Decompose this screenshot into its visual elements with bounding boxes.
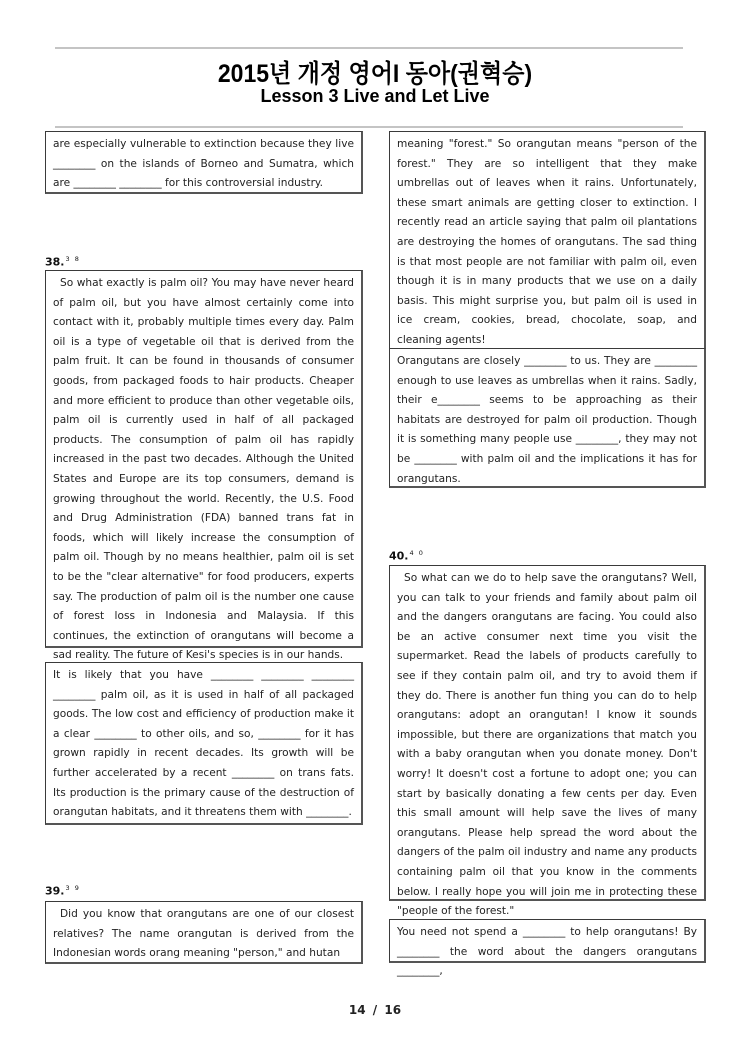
q37-summary-continued-box (45, 131, 363, 194)
q38-passage-box (45, 270, 363, 662)
q38-summary-text: It is likely that you have ________ ________ ________ ________ palm oil, as it is used in half of all packaged goods. The low cost and efficiency of production make it a clear ________ to other oils, and so, ________ for it has grown rapidly in recent decades. Its growth will be further accelerated by a recent ________ on trans fats. Its production is the primary cause of the destruction of orangutan habitats, and it threatens them with ________. (53, 669, 354, 819)
q39-passage-text-continued: meaning "forest." So orangutan means "person of the forest." They are so intelligent that they make umbrellas out of leaves when it rains. Unfortunately, these smart animals are getting closer to extinction. I recently read an article saying that palm oil plantations are destroying the homes of orangutans. The sad thing is that most people are not familiar with palm oil, even though it is in many products that we use on a daily basis. This might surprise you, but palm oil is used in ice cream, cookies, bread, chocolate, soap, and cleaning agents! (397, 138, 697, 346)
lesson-subtitle: Lesson 3 Live and Let Live (260, 86, 490, 106)
q37-summary-continued-text: are especially vulnerable to extinction because they live ________ on the islands of Borneo and Sumatra, which are ________ ________ for this controversial industry. (53, 138, 354, 190)
q39-passage-box-start (45, 901, 363, 964)
header-bottom-rule (55, 126, 683, 128)
q40-summary-box-start (389, 919, 706, 978)
question-number-40: 40.$^{4 0}$ (389, 549, 425, 563)
question-number-38: 38.$^{3 8}$ (45, 255, 81, 269)
q38-summary-box (45, 662, 363, 825)
q39-summary-text: Orangutans are closely ________ to us. They are ________ enough to use leaves as umbrellas when it rains. Sadly, their e________ seems to be approaching as their habitats are destroyed for palm oil production. Though it is something many people use ________, they may not be ________ with palm oil and the implications it has for orangutans. (397, 355, 697, 485)
question-number-39: 39.$^{3 9}$ (45, 884, 81, 898)
q38-passage-text: So what exactly is palm oil? You may have never heard of palm oil, but you have almost certainly come into contact with it, probably multiple times every day. Palm oil is a type of vegetable oil that is derived from the palm fruit. It can be found in thousands of consumer goods, from packaged foods to hair products. Cheaper and more efficient to produce than other vegetable oils, palm oil is currently used in half of all packaged products. The consumption of palm oil has rapidly increased in the past two decades. Although the United States and Europe are its top consumers, demand is growing throughout the world. Recently, the U.S. Food and Drug Administration (FDA) banned trans fat in foods, which will likely increase the consumption of palm oil. Though by no means healthier, palm oil is set to be the "clear alternative" for food producers, experts say. The production of palm oil is the number one cause of forest loss in Indonesia and Malaysia. If this continues, the extinction of orangutans will become a sad reality. The future of Kesi's species is in our hands. (53, 277, 354, 662)
q39-summary-box (389, 348, 706, 488)
header-top-rule (55, 47, 683, 49)
q40-passage-text: So what can we do to help save the orangutans? Well, you can talk to your friends and family about palm oil and the dangers orangutans are facing. You could also be an active consumer next time you visit the supermarket. Read the labels of products carefully to see if they contain palm oil, and try to avoid them if they do. There is another fun thing you can do to help orangutans: adopt an orangutan! I know it sounds impossible, but there are organizations that match you with a baby orangutan when you donate money. Don't worry! It doesn't cost a fortune to adopt one; you can start by basically donating a few cents per day. Even this small amount will help save the lives of many orangutans. Please help spread the word about the dangers of the palm oil industry and name any products containing palm oil that you know in the comments below. I really hope you will join me in protecting these "people of the forest." (397, 572, 697, 918)
q40-passage-box (389, 565, 706, 918)
q39-passage-text-start: Did you know that orangutans are one of our closest relatives? The name orangutan is derived from the Indonesian words orang meaning "person," and hutan (53, 908, 354, 960)
q40-summary-text-start: You need not spend a ________ to help orangutans! By ________ the word about the dangers orangutans ________, (397, 926, 697, 978)
document-title: 2015년 개정 영어I 동아(권혁승) (217, 60, 533, 88)
page-number: 14 / 16 (348, 1003, 402, 1017)
q39-passage-box-continued (389, 131, 706, 353)
